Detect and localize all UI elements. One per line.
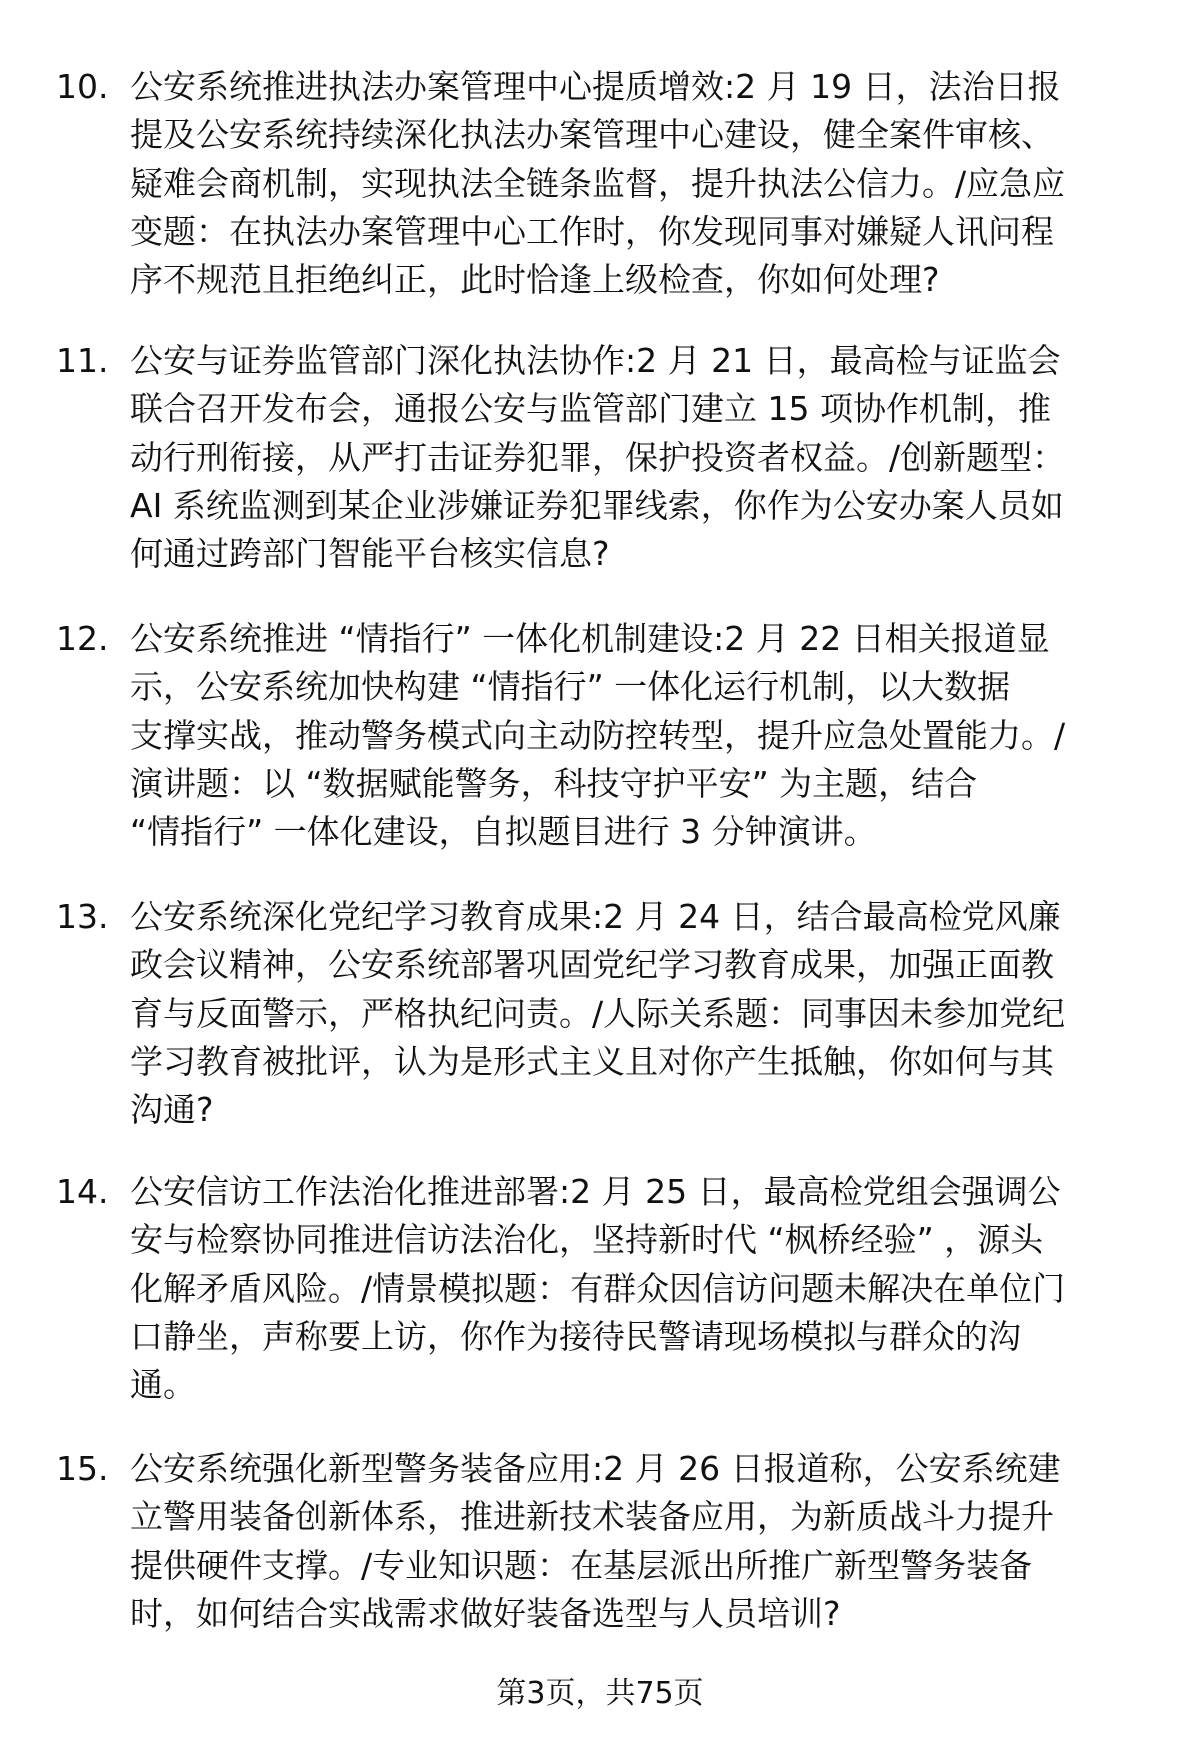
item-number: 11. xyxy=(56,341,109,380)
item-number: 10. xyxy=(56,67,109,106)
item-text xyxy=(130,337,1170,578)
text-line: 沟通? xyxy=(130,1090,214,1130)
text-line: AI 系统监测到某企业涉嫌证券犯罪线索，你作为公安办案人员如 xyxy=(130,485,1064,525)
item-text xyxy=(130,615,1170,856)
page-number: 第3页，共75页 xyxy=(496,1676,704,1711)
text-line: 公安系统推进执法办案管理中心提质增效:2 月 19 日，法治日报 xyxy=(130,67,1061,106)
text-line: 学习教育被批评，认为是形式主义且对你产生抵触，你如何与其 xyxy=(130,1041,1054,1081)
text-line: 口静坐，声称要上访，你作为接待民警请现场模拟与群众的沟 xyxy=(130,1316,1021,1356)
text-line: 时，如何结合实战需求做好装备选型与人员培训? xyxy=(130,1593,841,1633)
text-line: 动行刑衔接，从严打击证券犯罪，保护投资者权益。/创新题型： xyxy=(130,437,1066,477)
text-line: 公安与证券监管部门深化执法协作:2 月 21 日，最高检与证监会 xyxy=(130,341,1061,380)
item-number: 15. xyxy=(56,1449,109,1488)
text-line: 立警用装备创新体系，推进新技术装备应用，为新质战斗力提升 xyxy=(130,1497,1054,1537)
text-line: 疑难会商机制，实现执法全链条监督，提升执法公信力。/应急应 xyxy=(130,163,1066,203)
text-line: 公安系统推进 “情指行” 一体化机制建设:2 月 22 日相关报道显 xyxy=(130,619,1050,658)
text-line: 演讲题：以 “数据赋能警务，科技守护平安” 为主题，结合 xyxy=(130,763,978,803)
text-line: 支撑实战，推动警务模式向主动防控转型，提升应急处置能力。/ xyxy=(130,715,1066,755)
text-line: 联合召开发布会，通报公安与监管部门建立 15 项协作机制，推 xyxy=(130,389,1051,429)
text-line: 公安系统深化党纪学习教育成果:2 月 24 日，结合最高检党风廉 xyxy=(130,897,1061,936)
text-line: 安与检察协同推进信访法治化，坚持新时代 “枫桥经验” ，源头 xyxy=(130,1220,1044,1260)
item-text xyxy=(130,1445,1170,1638)
text-line: 化解矛盾风险。/情景模拟题：有群众因信访问题未解决在单位门 xyxy=(130,1268,1066,1308)
item-number: 14. xyxy=(56,1172,109,1211)
text-line: “情指行” 一体化建设，自拟题目进行 3 分钟演讲。 xyxy=(130,812,877,852)
item-text xyxy=(130,1168,1170,1409)
item-number: 12. xyxy=(56,619,109,658)
text-line: 示，公安系统加快构建 “情指行” 一体化运行机制，以大数据 xyxy=(130,667,1011,707)
text-line: 序不规范且拒绝纠正，此时恰逢上级检查，你如何处理? xyxy=(130,260,940,300)
item-text xyxy=(130,893,1170,1134)
text-line: 变题：在执法办案管理中心工作时，你发现同事对嫌疑人讯问程 xyxy=(130,211,1054,251)
item-number: 13. xyxy=(56,897,109,936)
text-line: 通。 xyxy=(130,1365,196,1405)
item-text xyxy=(130,63,1170,304)
text-line: 何通过跨部门智能平台核实信息? xyxy=(130,534,610,574)
text-line: 公安信访工作法治化推进部署:2 月 25 日，最高检党组会强调公 xyxy=(130,1172,1061,1211)
text-line: 政会议精神，公安系统部署巩固党纪学习教育成果，加强正面教 xyxy=(130,945,1054,985)
text-line: 公安系统强化新型警务装备应用:2 月 26 日报道称，公安系统建 xyxy=(130,1449,1061,1488)
text-line: 提及公安系统持续深化执法办案管理中心建设，健全案件审核、 xyxy=(130,115,1054,155)
text-line: 提供硬件支撑。/专业知识题：在基层派出所推广新型警务装备 xyxy=(130,1545,1033,1585)
text-line: 育与反面警示，严格执纪问责。/人际关系题：同事因未参加党纪 xyxy=(130,993,1066,1033)
